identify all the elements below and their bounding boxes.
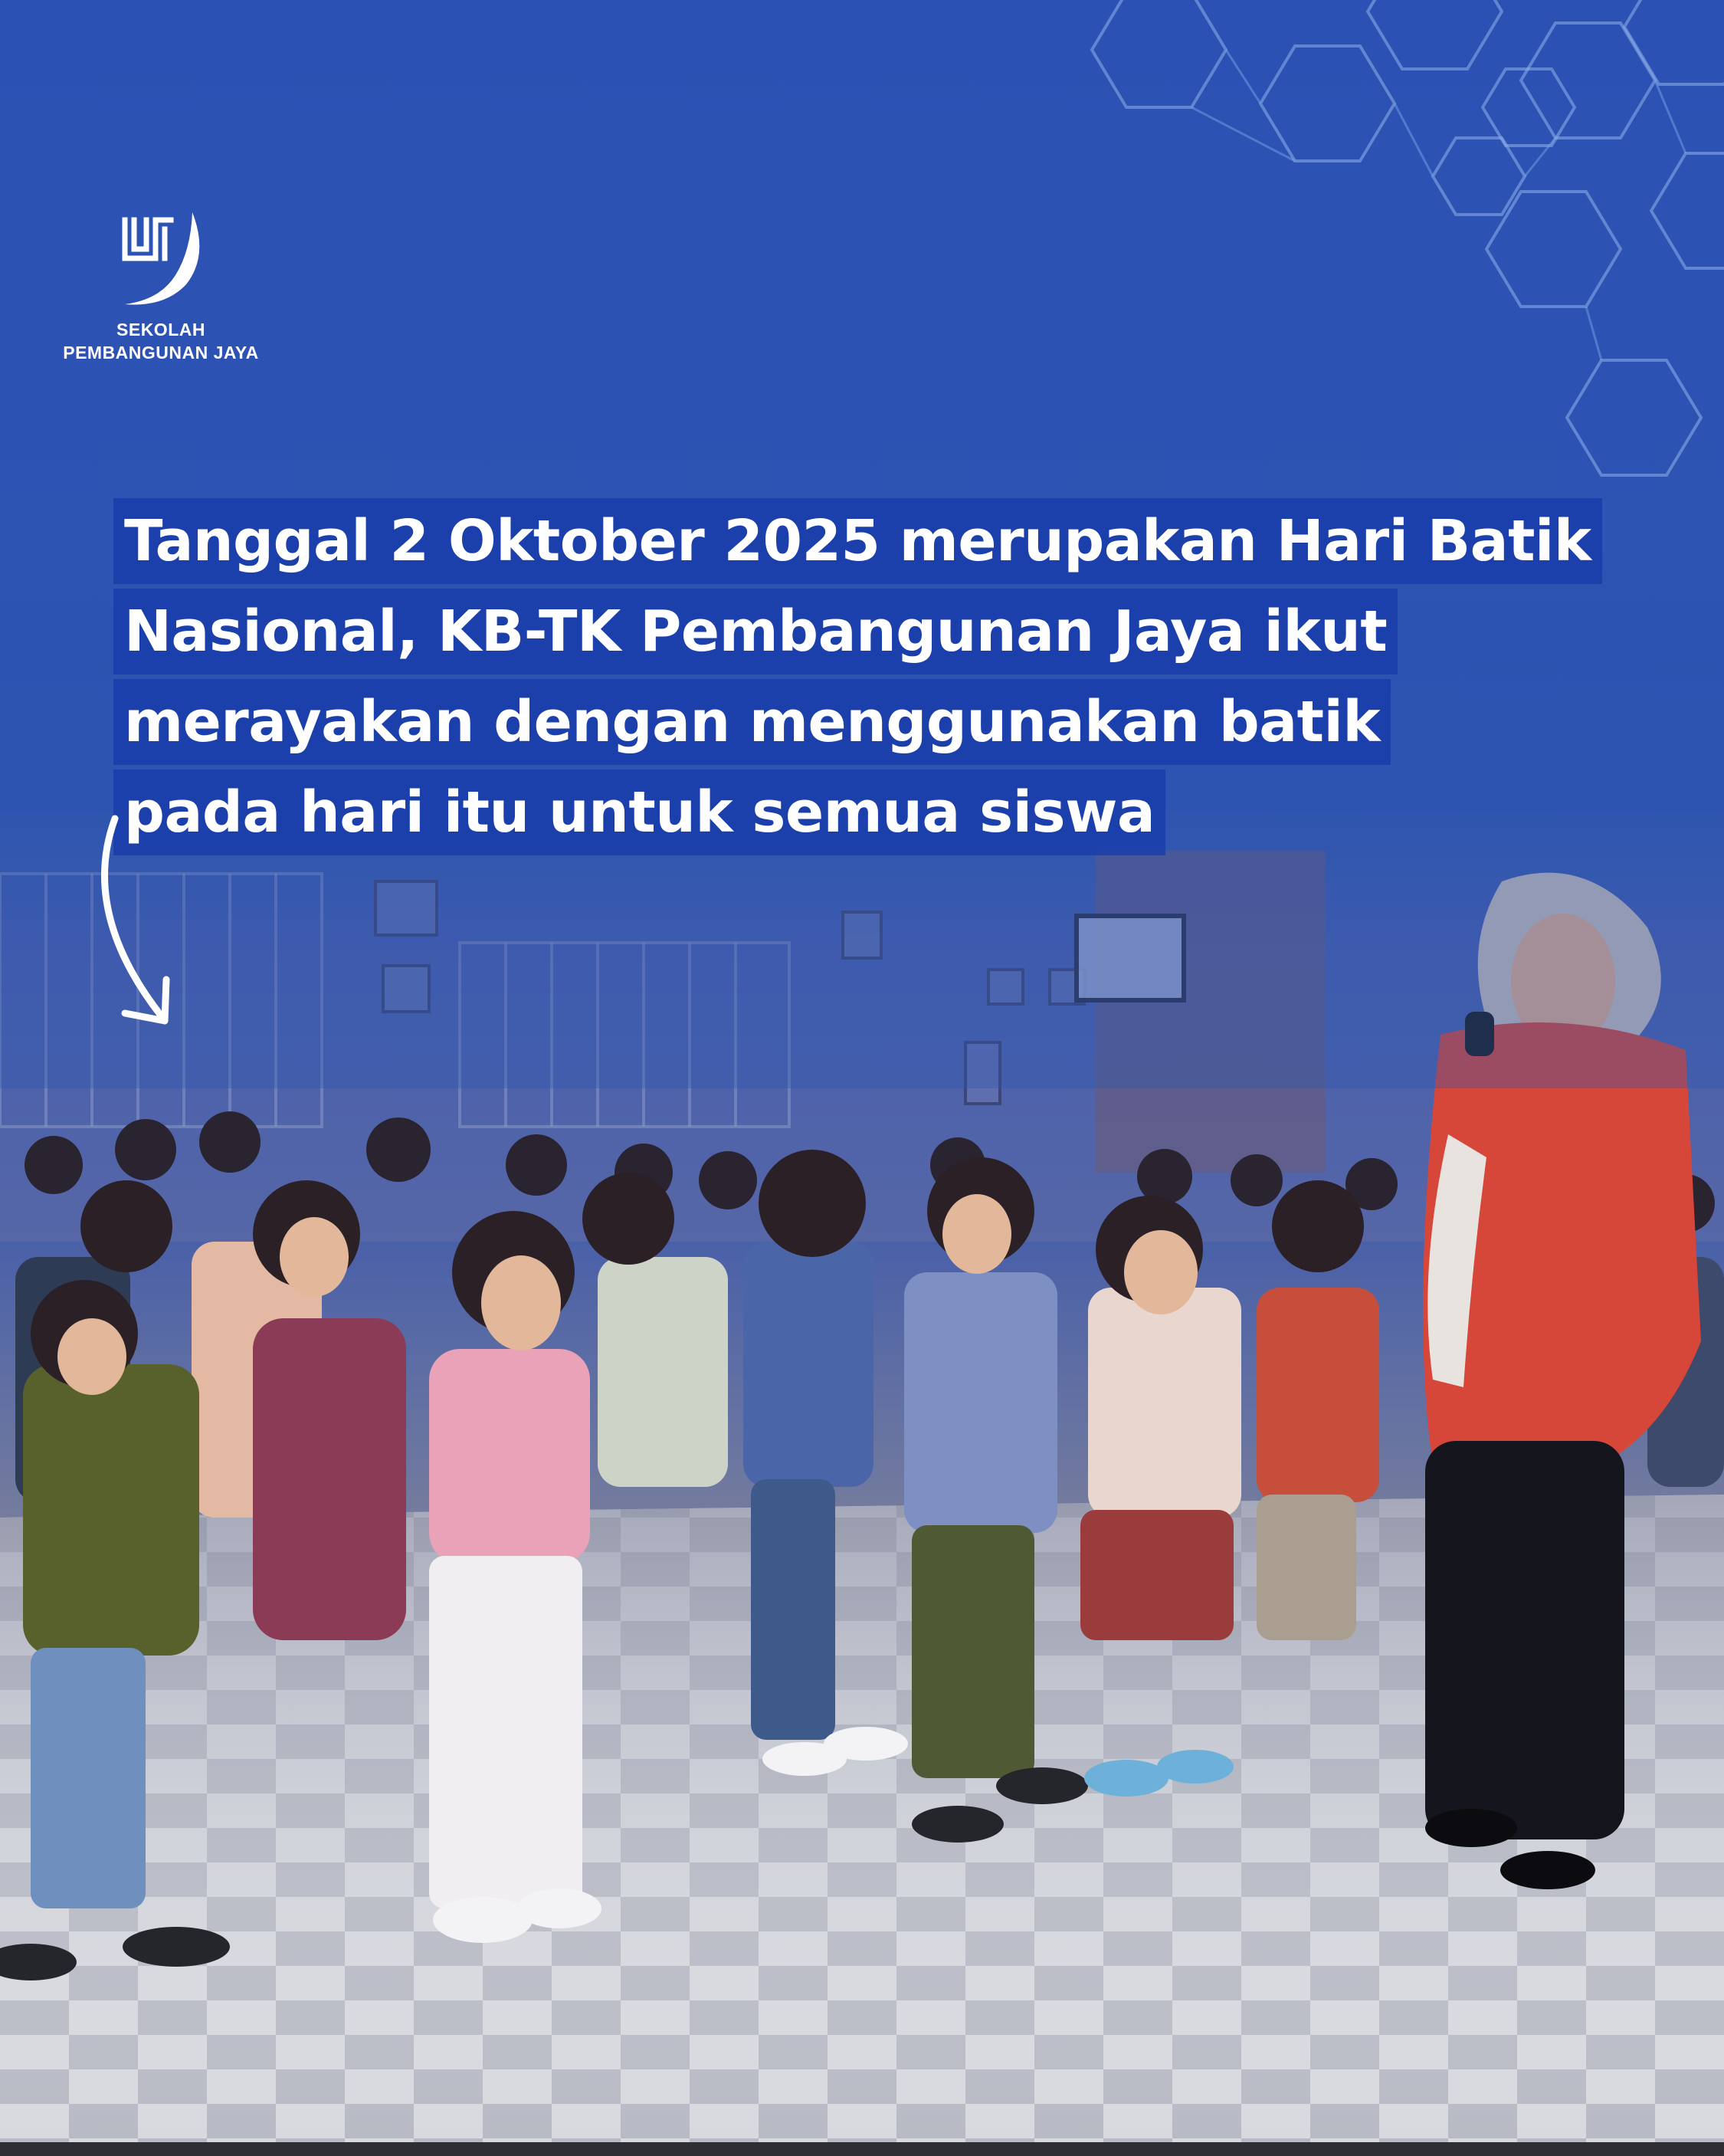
headline-line-2: Nasional, KB-TK Pembangunan Jaya ikut	[113, 589, 1398, 674]
headline-line-1: Tanggal 2 Oktober 2025 merupakan Hari Batik	[113, 498, 1602, 584]
headline	[113, 498, 1646, 860]
logo-line-2: PEMBANGUNAN JAYA	[63, 343, 259, 363]
headline-line-3: merayakan dengan menggunakan batik	[113, 679, 1391, 765]
bottom-border	[0, 2142, 1724, 2156]
curved-arrow-down-icon	[80, 812, 195, 1035]
school-logo	[38, 203, 284, 364]
sekolah-pembangunan-jaya-logo-icon	[111, 203, 211, 310]
headline-line-4: pada hari itu untuk semua siswa	[113, 770, 1165, 855]
logo-line-1: SEKOLAH	[116, 320, 205, 340]
